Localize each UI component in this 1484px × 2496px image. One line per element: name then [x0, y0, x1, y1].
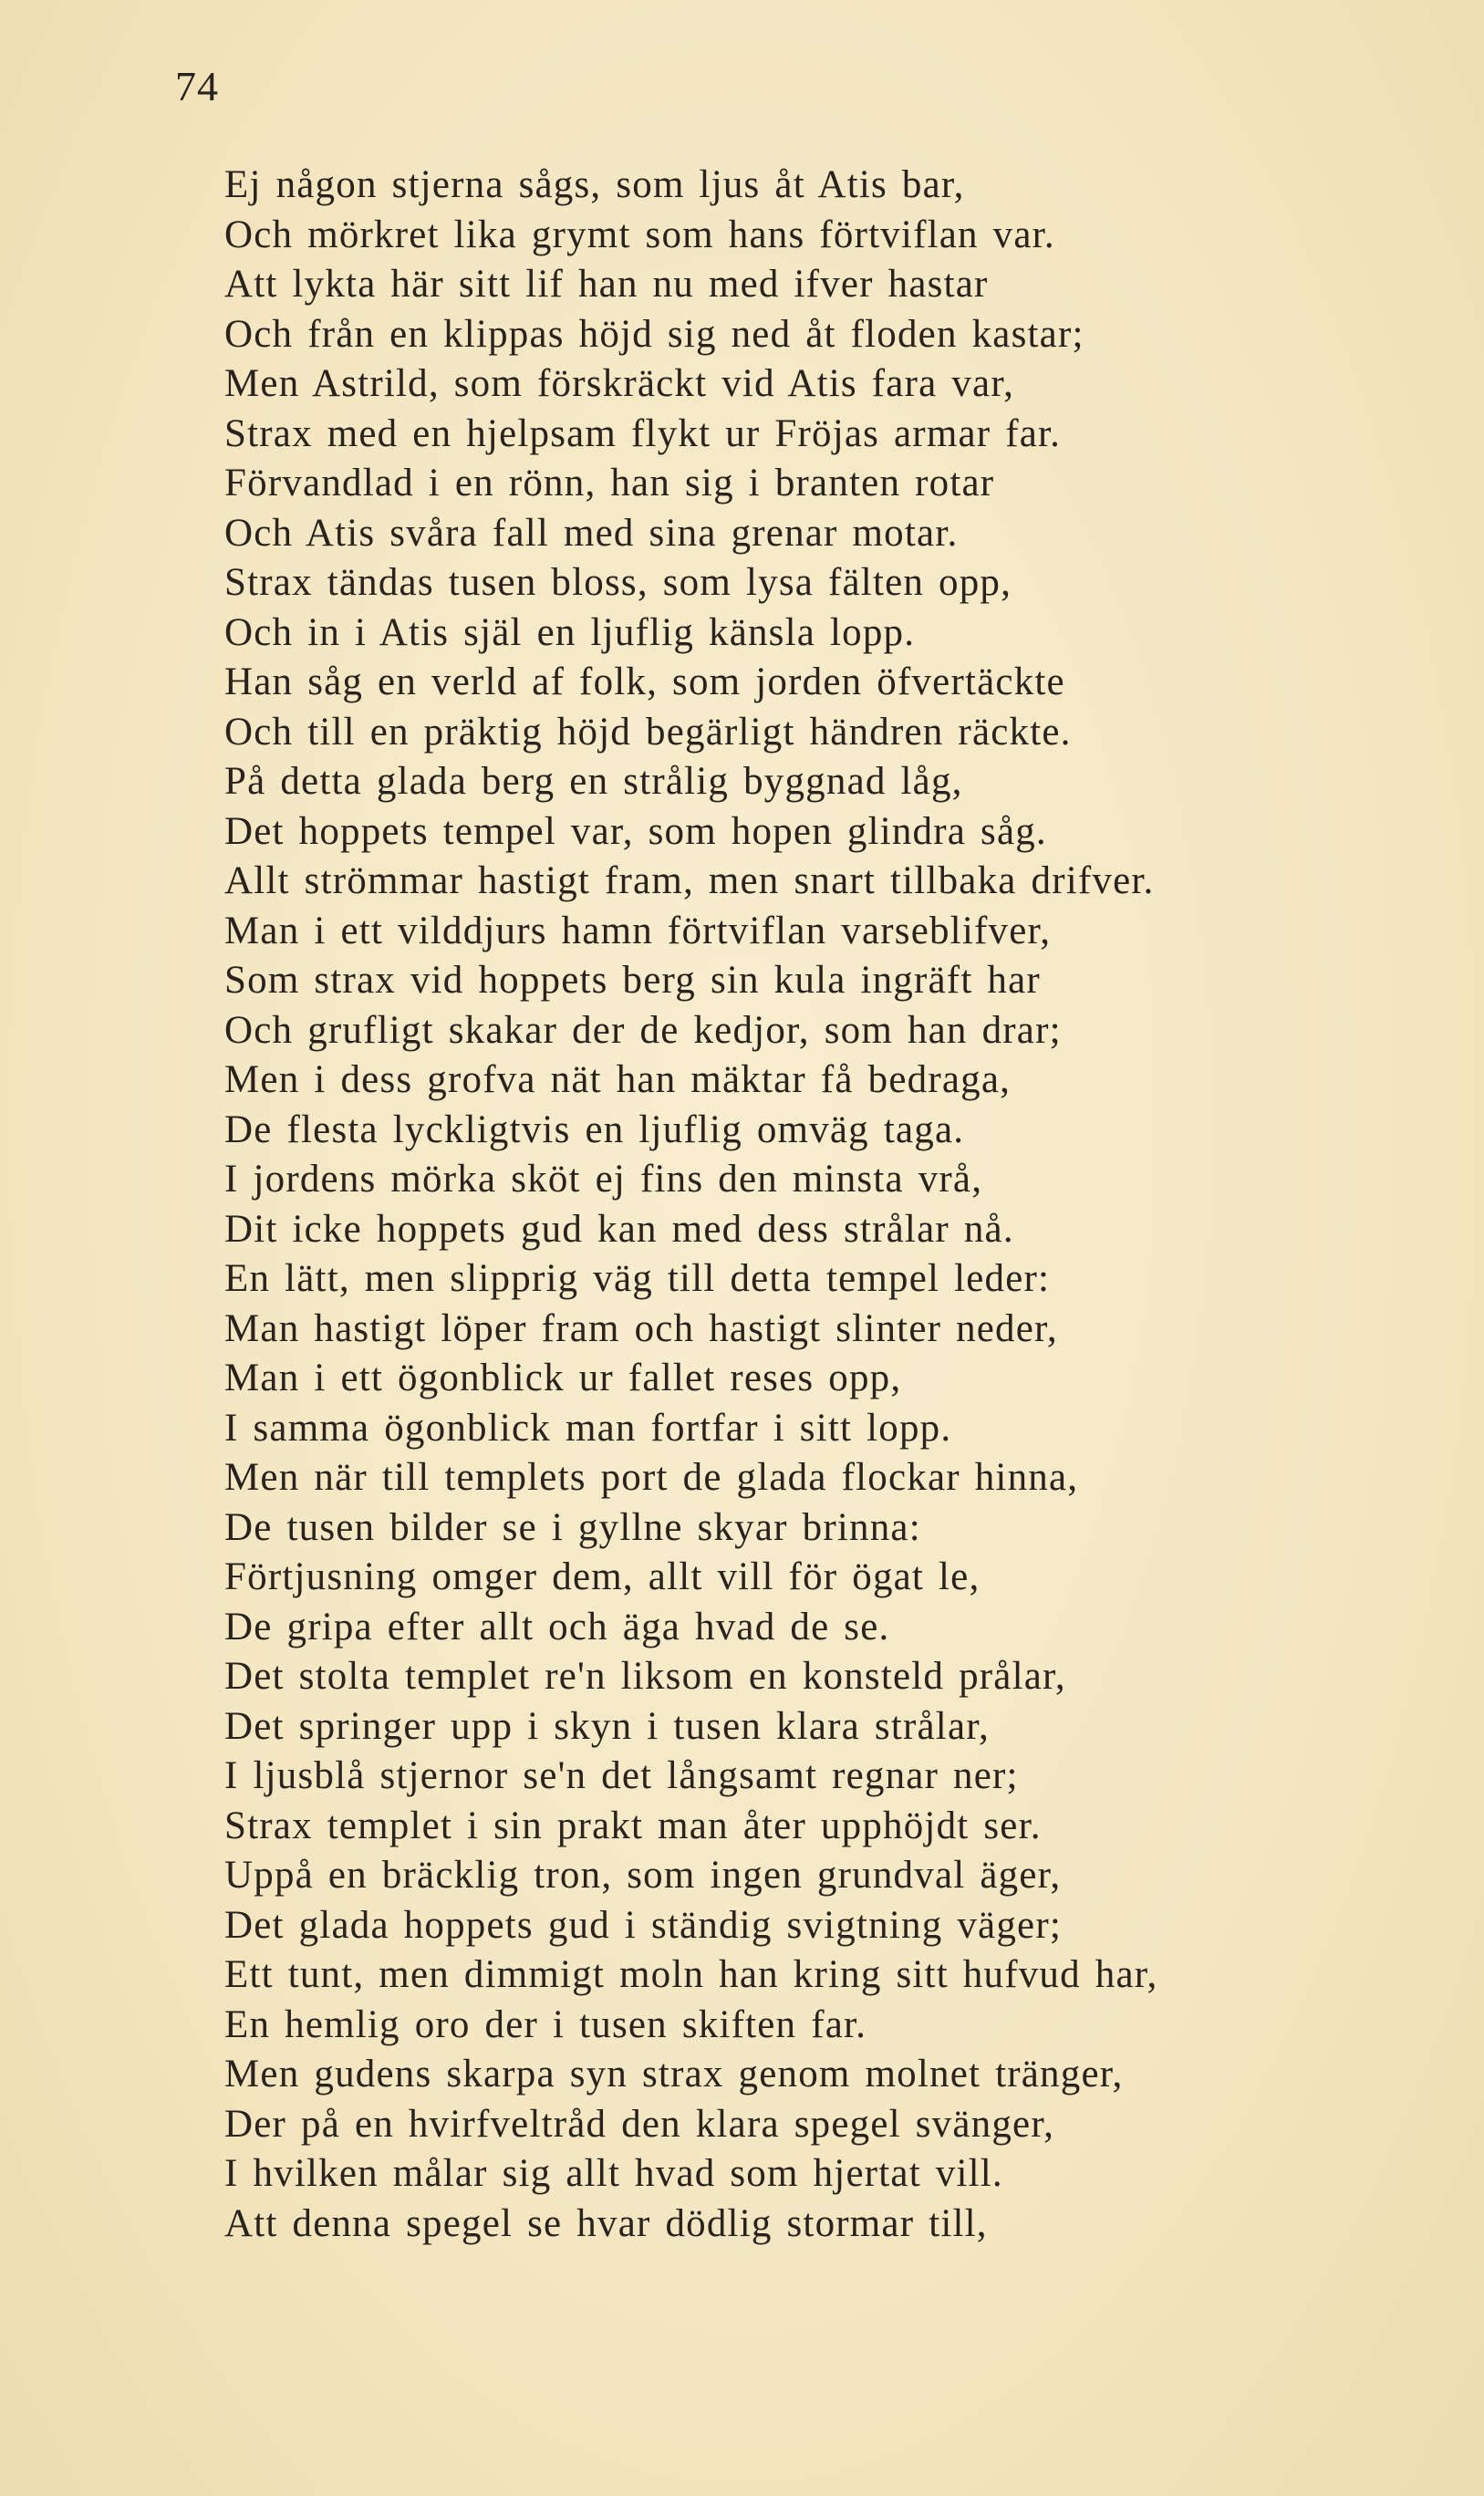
poem-line: En hemlig oro der i tusen skiften far.: [224, 2002, 867, 2046]
poem-line: Dit icke hoppets gud kan med dess strålar nå.: [224, 1207, 1014, 1251]
poem-line: Och mörkret lika grymt som hans förtviflan var.: [224, 213, 1055, 256]
poem-line: Det hoppets tempel var, som hopen glindra såg.: [224, 809, 1047, 853]
poem-line: Allt strömmar hastigt fram, men snart tillbaka drifver.: [224, 859, 1155, 902]
poem-line: Men när till templets port de glada flockar hinna,: [224, 1456, 1079, 1499]
poem-text: [224, 161, 1456, 2249]
poem-line: Men i dess grofva nät han mäktar få bedraga,: [224, 1058, 1012, 1101]
poem-line: Det stolta templet re'n liksom en konsteld prålar,: [224, 1655, 1066, 1698]
poem-line: Man i ett ögonblick ur fallet reses opp,: [224, 1357, 902, 1399]
poem-line: Förtjusning omger dem, allt vill för ögat le,: [224, 1555, 981, 1598]
poem-line: Der på en hvirfveltråd den klara spegel svänger,: [224, 2102, 1055, 2146]
poem-line: De gripa efter allt och äga hvad de se.: [224, 1605, 890, 1648]
poem-line: I samma ögonblick man fortfar i sitt lopp.: [224, 1406, 952, 1450]
page-number: 74: [175, 63, 219, 109]
poem-line: Det glada hoppets gud i ständig svigtning väger;: [224, 1903, 1062, 1947]
poem-line: Man hastigt löper fram och hastigt slinter neder,: [224, 1306, 1058, 1350]
poem-line: Strax med en hjelpsam flykt ur Fröjas armar far.: [224, 411, 1062, 455]
poem-line: De tusen bilder se i gyllne skyar brinna:: [224, 1505, 921, 1549]
poem-line: Och in i Atis själ en ljuflig känsla lopp.: [224, 610, 916, 654]
poem-line: Uppå en bräcklig tron, som ingen grundval äger,: [224, 1854, 1062, 1897]
poem-line: Och Atis svåra fall med sina grenar motar.: [224, 511, 959, 555]
poem-line: Men gudens skarpa syn strax genom molnet tränger,: [224, 2053, 1124, 2096]
poem-line: Han såg en verld af folk, som jorden öfvertäckte: [224, 660, 1065, 703]
poem-line: Man i ett vilddjurs hamn förtviflan varseblifver,: [224, 909, 1052, 952]
poem-line: Strax templet i sin prakt man åter upphöjdt ser.: [224, 1804, 1042, 1847]
poem-line: Det springer upp i skyn i tusen klara strålar,: [224, 1704, 990, 1748]
poem-line: Strax tändas tusen bloss, som lysa fälten opp,: [224, 561, 1012, 604]
poem-line: I hvilken målar sig allt hvad som hjertat vill.: [224, 2152, 1003, 2195]
poem-line: Och till en präktig höjd begärligt händren räckte.: [224, 710, 1072, 754]
poem-line: Ej någon stjerna sågs, som ljus åt Atis bar,: [224, 163, 965, 206]
poem-line: Som strax vid hoppets berg sin kula ingräft har: [224, 959, 1041, 1002]
poem-line: Ett tunt, men dimmigt moln han kring sitt hufvud har,: [224, 1953, 1158, 1996]
poem-line: De flesta lyckligtvis en ljuflig omväg taga.: [224, 1108, 965, 1151]
poem-line: I ljusblå stjernor se'n det långsamt regnar ner;: [224, 1754, 1019, 1797]
poem-line: I jordens mörka sköt ej fins den minsta vrå,: [224, 1158, 983, 1201]
poem-line: Och grufligt skakar der de kedjor, som han drar;: [224, 1008, 1062, 1052]
poem-line: Att denna spegel se hvar dödlig stormar till,: [224, 2201, 988, 2245]
poem-line: Och från en klippas höjd sig ned åt floden kastar;: [224, 312, 1084, 356]
poem-line: Att lykta här sitt lif han nu med ifver hastar: [224, 263, 989, 306]
poem-line: En lätt, men slipprig väg till detta tempel leder:: [224, 1257, 1051, 1300]
poem-line: På detta glada berg en strålig byggnad låg,: [224, 760, 963, 803]
poem-line: Men Astrild, som förskräckt vid Atis fara var,: [224, 362, 1015, 405]
poem-line: Förvandlad i en rönn, han sig i branten rotar: [224, 462, 995, 504]
